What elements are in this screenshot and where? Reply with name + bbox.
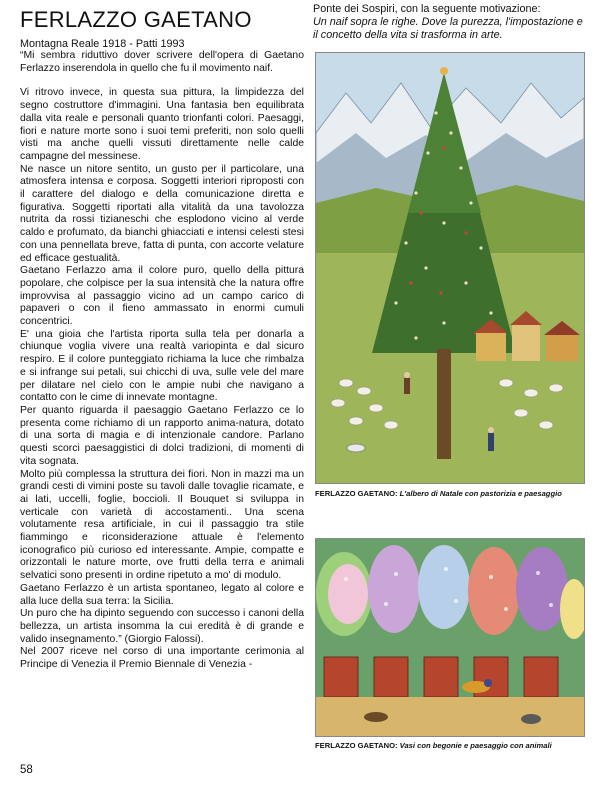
right-intro xyxy=(313,3,588,42)
caption-artist: FERLAZZO GAETANO: xyxy=(315,489,398,498)
paragraph: Gaetano Ferlazzo ama il colore puro, quello della pittura popolare, che colpisce per la sua intensità che la natura offre improvvisa al passaggio vicino ad un campo carico di papaveri o con il fieno ammassato in enormi cumuli concentrici. xyxy=(20,265,304,328)
continuation-text: Ponte dei Sospiri, con la seguente motivazione: xyxy=(313,3,541,15)
paragraph: Vi ritrovo invece, in questa sua pittura, la limpidezza del segno costruttore d'immagini. Una fantasia ben equilibrata dalla vita reale e personali quanto trionfanti colori. Paesaggi, fiori e nature morte sono i suoi temi preferiti, non solo quelli visti ma anche quelli vissuti direttamente nelle calde campagne del messinese. xyxy=(20,87,304,162)
article-subtitle: Montagna Reale 1918 - Patti 1993 xyxy=(20,38,185,50)
painting-begonia-vases-image xyxy=(316,539,584,736)
caption-christmas-tree xyxy=(315,489,585,499)
caption-work: Vasi con begonie e paesaggio con animali xyxy=(399,741,552,750)
painting-begonia-vases xyxy=(315,538,585,737)
article-body xyxy=(20,50,304,672)
paragraph: Per quanto riguarda il paesaggio Gaetano Ferlazzo ce lo presenta come richiamo di un rapporto anima-natura, dotato di una sorta di magia e di intenzionale candore. Parlano questi scorci paesaggistici di dolci tradizioni, di momenti di vita sognata. xyxy=(20,404,304,467)
caption-work: L'albero di Natale con pastorizia e paesaggio xyxy=(399,489,562,498)
page-number: 58 xyxy=(20,764,33,776)
motto-text: Un naif sopra le righe. Dove la purezza, l'impostazione e il concetto della vita si trasforma in arte. xyxy=(313,16,583,41)
paragraph: “Mi sembra riduttivo dover scrivere dell'opera di Gaetano Ferlazzo inserendola in quello che fu il movimento naif. xyxy=(20,50,304,74)
paragraph: Gaetano Ferlazzo è un artista spontaneo, legato al colore e alla luce della sua terra: la Sicilia. xyxy=(20,582,304,607)
paragraph: Ne nasce un nitore sentito, un gusto per il particolare, una atmosfera intensa e corposa. Soggetti interiori riproposti con il carattere del dialogo e della comunicazione diretta e figurativa. Soggetti riportati alla vitalità da una tavolozza nutrita da rossi tizianeschi che esplodono vicino al verde caldo e profumato, da bianchi ghiacciati e intensi celesti stesi con una pennellata breve, fatta di punta, con accorte velature ed efficace gestualità. xyxy=(20,163,304,264)
paragraph: Un puro che ha dipinto seguendo con successo i canoni della bellezza, un artista insomma la cui eredità è di grande e valido insegnamento.” (Giorgio Falossi). xyxy=(20,608,304,645)
article-title: FERLAZZO GAETANO xyxy=(20,7,252,32)
painting-christmas-tree xyxy=(315,52,585,484)
paragraph: Molto più complessa la struttura dei fiori. Non in mazzi ma un grandi cesti di vimini poste su tavoli dalle tovaglie ricamate, e ai lati, uccelli, foglie, boccioli. Il Bouquet si sviluppa in verticale con varietà di accostamenti.. Una scena volutamente resa artificiale, in cui il passaggio tra stile fiammingo e riconsiderazione attuale è l'elemento iconografico più curioso ed interessante. Ampie, compatte e orizzontali le nature morte, ove frutti della terra e animali selvatici sono presenti in ordine ripetuto a mo' di modulo. xyxy=(20,468,304,582)
caption-artist: FERLAZZO GAETANO: xyxy=(315,741,398,750)
paragraph: E' una gioia che l'artista riporta sulla tela per donarla a chiunque voglia vivere una realtà variopinta e dal sicuro respiro. E il colore punteggiato richiama la luce che rimbalza e si infrange sui petali, sui chicchi di uva, sulle vele del mare per dilatare nel cielo con le ampie nubi che navigano a contatto con le cime di innevate montagne. xyxy=(20,328,304,404)
right-column xyxy=(313,0,588,42)
paragraph: Nel 2007 riceve nel corso di una importante cerimonia al Principe di Venezia il Premio Biennale di Venezia - xyxy=(20,646,304,671)
caption-begonia-vases xyxy=(315,741,595,751)
painting-christmas-tree-image xyxy=(316,53,584,483)
left-column xyxy=(20,0,304,672)
